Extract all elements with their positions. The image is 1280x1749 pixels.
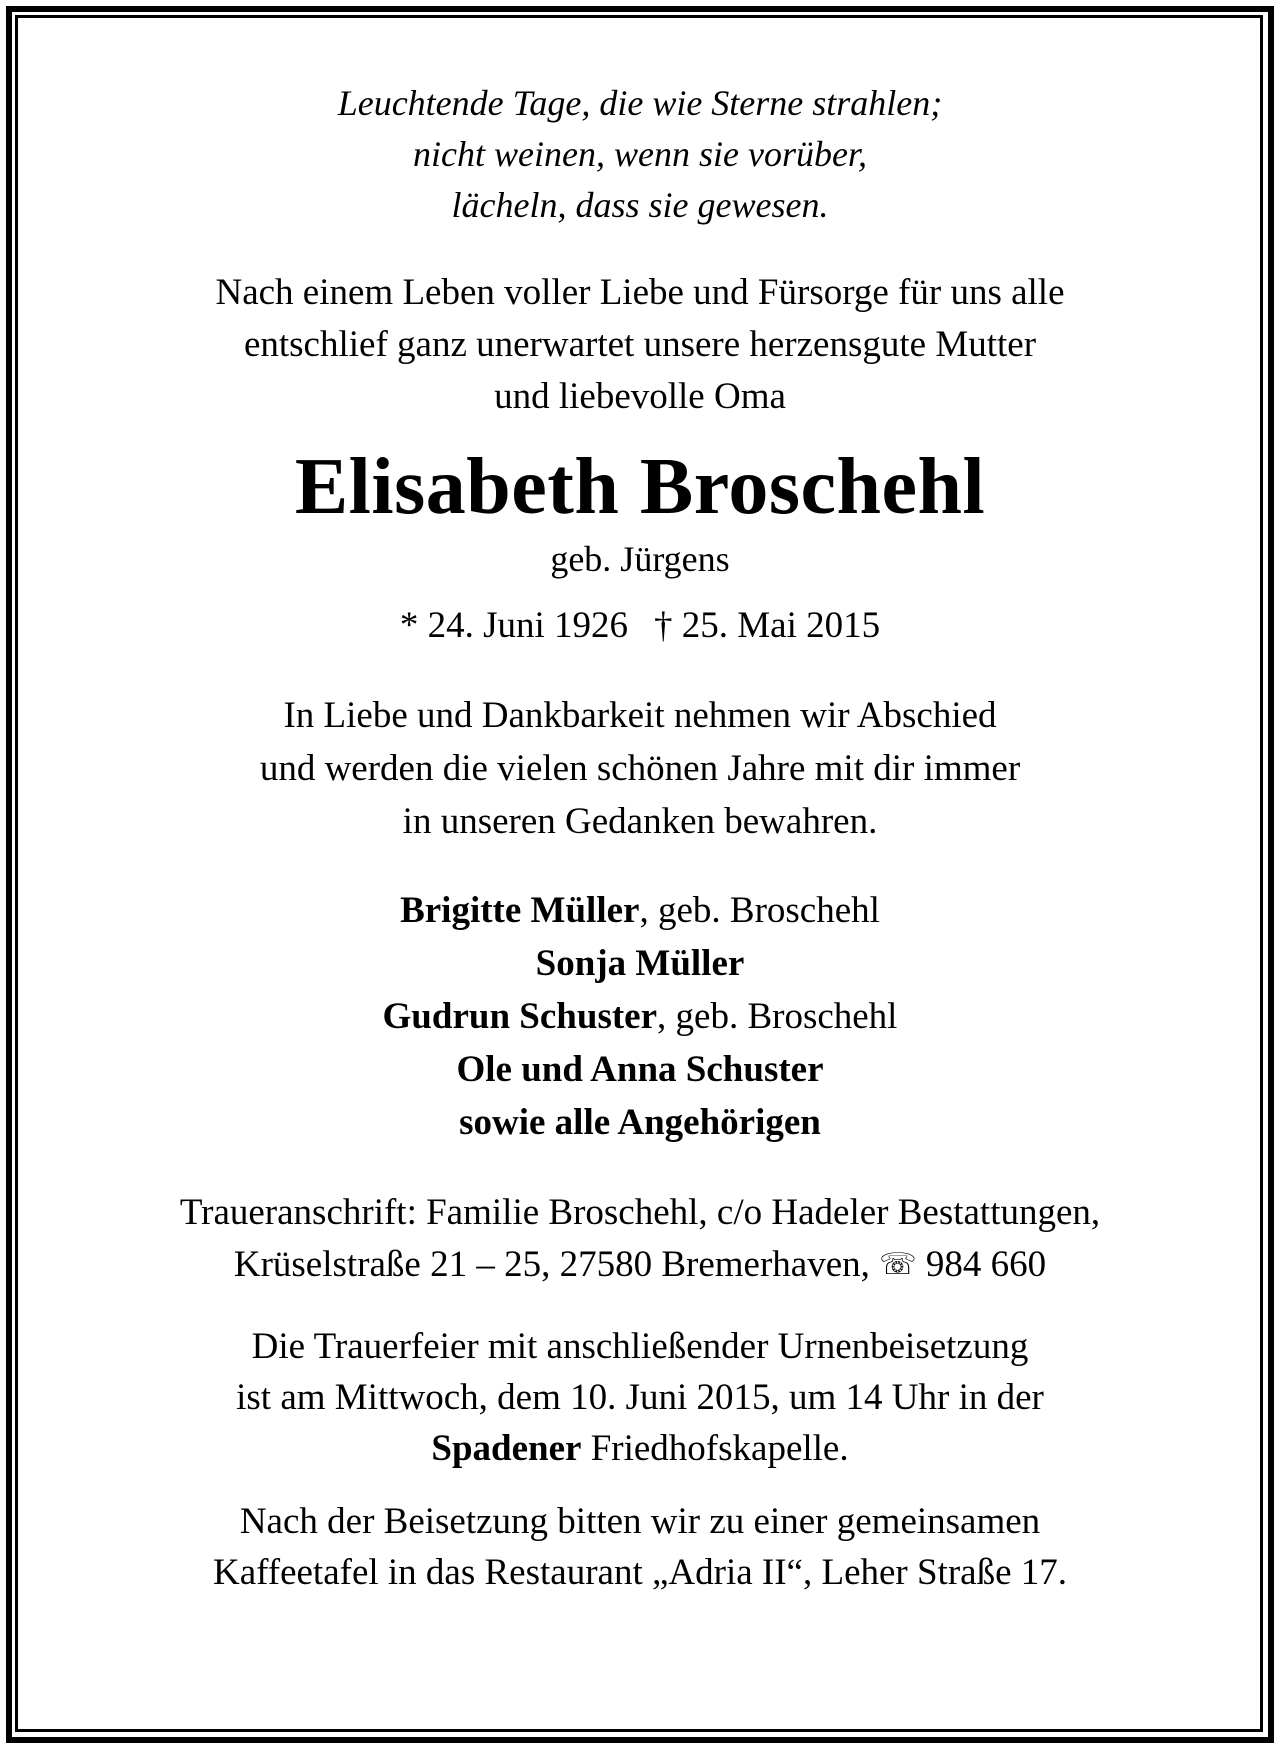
mourner-name: sowie alle Angehörigen xyxy=(459,1102,821,1143)
phone-number: 984 660 xyxy=(925,1244,1047,1285)
farewell-text xyxy=(30,689,1250,848)
mourner-entry xyxy=(30,1043,1250,1096)
death-date: † 25. Mai 2015 xyxy=(654,605,881,646)
mourner-entry xyxy=(30,1096,1250,1149)
mourner-entry xyxy=(30,884,1250,937)
birth-date: * 24. Juni 1926 xyxy=(399,605,629,646)
mourner-suffix: , geb. Broschehl xyxy=(639,890,880,931)
ceremony-place: Spadener xyxy=(431,1428,582,1469)
intro-line: und liebevolle Oma xyxy=(494,376,786,417)
mourning-address xyxy=(30,1187,1250,1291)
mourner-name: Brigitte Müller xyxy=(400,890,640,931)
intro-text xyxy=(30,267,1250,423)
ceremony-info xyxy=(30,1321,1250,1474)
farewell-line: und werden die vielen schönen Jahre mit dir immer xyxy=(259,748,1021,789)
obituary-notice xyxy=(30,78,1250,1598)
mourner-name: Ole und Anna Schuster xyxy=(456,1049,824,1090)
intro-line: Nach einem Leben voller Liebe und Fürsorge für uns alle xyxy=(215,272,1065,313)
mourner-name: Gudrun Schuster xyxy=(382,996,658,1037)
phone-icon: ☏ xyxy=(879,1247,917,1282)
address-line: Traueranschrift: Familie Broschehl, c/o Hadeler Bestattungen, xyxy=(179,1192,1101,1233)
street-city: Krüselstraße 21 – 25, 27580 Bremerhaven, xyxy=(233,1244,870,1285)
mourner-entry xyxy=(30,937,1250,990)
farewell-line: in unseren Gedanken bewahren. xyxy=(402,801,878,842)
mourner-name: Sonja Müller xyxy=(535,943,745,984)
motto-poem xyxy=(30,78,1250,231)
ceremony-chapel: Friedhofskapelle. xyxy=(581,1428,849,1469)
deceased-name: Elisabeth Broschehl xyxy=(294,443,986,531)
ceremony-line: Die Trauerfeier mit anschließender Urnenbeisetzung xyxy=(251,1326,1029,1367)
ceremony-line: ist am Mittwoch, dem 10. Juni 2015, um 14 Uhr in der xyxy=(236,1377,1044,1418)
reception-line: Kaffeetafel in das Restaurant „Adria II“, Leher Straße 17. xyxy=(212,1552,1068,1593)
reception-line: Nach der Beisetzung bitten wir zu einer gemeinsamen xyxy=(239,1501,1041,1542)
intro-line: entschlief ganz unerwartet unsere herzensgute Mutter xyxy=(243,324,1037,365)
farewell-line: In Liebe und Dankbarkeit nehmen wir Abschied xyxy=(283,695,997,736)
ceremony-line xyxy=(30,1423,1250,1474)
birth-name: geb. Jürgens xyxy=(550,539,730,579)
motto-line: nicht weinen, wenn sie vorüber, xyxy=(413,134,867,174)
address-line xyxy=(30,1239,1250,1291)
mourner-entry xyxy=(30,990,1250,1043)
motto-line: lächeln, dass sie gewesen. xyxy=(451,185,829,225)
motto-line: Leuchtende Tage, die wie Sterne strahlen; xyxy=(337,83,943,123)
mourner-suffix: , geb. Broschehl xyxy=(657,996,898,1037)
life-dates xyxy=(30,603,1250,649)
reception-info xyxy=(30,1496,1250,1598)
mourners-list xyxy=(30,884,1250,1149)
